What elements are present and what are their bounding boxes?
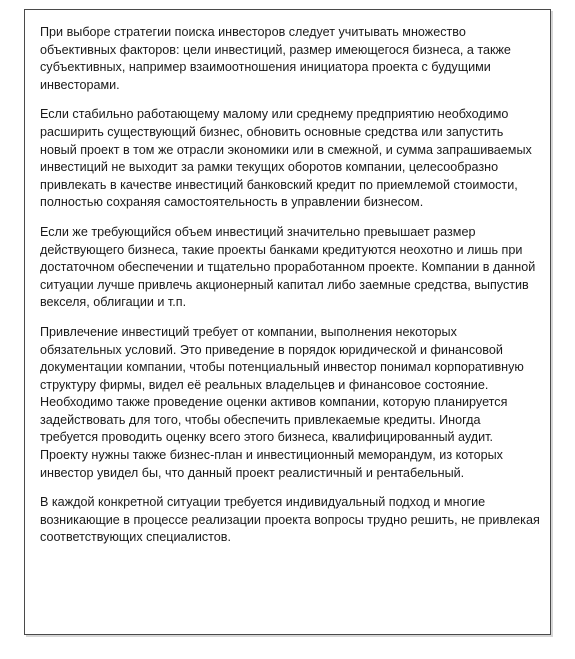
- paragraph-individual-approach: В каждой конкретной ситуации требуется индивидуальный подход и многие возникающие в процессе реализации проекта вопросы трудно решить, не привлекая соответствующих специалистов.: [40, 495, 540, 545]
- document-frame: [24, 9, 551, 635]
- document-body: [40, 24, 540, 559]
- paragraph-bank-credit: Если стабильно работающему малому или среднему предприятию необходимо расширить существующий бизнес, обновить основные средства или запустить новый проект в том же отрасли экономики или в смежной, и сумма запрашиваемых инвестиций не выходит за рамки текущих оборотов компании, целесообразно привлекать в качестве инвестиций банковский кредит по приемлемой стоимости, полностью сохраняя самостоятельность в управлении бизнесом.: [40, 107, 532, 210]
- paragraph-investment-requirements: Привлечение инвестиций требует от компании, выполнения некоторых обязательных условий. Это приведение в порядок юридической и финансовой документации компании, чтобы потенциальный инвестор понимал корпоративную структуру фирмы, видел её реальных владельцев и финансовое состояние. Необходимо также проведение оценки активов компании, которую планируется задействовать для того, чтобы обеспечить привлекаемые кредиты. Иногда требуется проводить оценку всего этого бизнеса, квалифицированный аудит. Проекту нужны также бизнес-план и инвестиционный меморандум, из которых инвестор увидел бы, что данный проект реалистичный и рентабельный.: [40, 324, 524, 480]
- paragraph-equity-capital: Если же требующийся объем инвестиций значительно превышает размер действующего бизнеса, такие проекты банками кредитуются неохотно и лишь при достаточном обеспечении и тщательно проработанном проекте. Компании в данной ситуации лучше привлечь акционерный капитал либо заемные средства, выпустив векселя, облигации и т.п.: [40, 224, 536, 310]
- paragraph-investor-strategy: При выборе стратегии поиска инвесторов следует учитывать множество объективных факторов: цели инвестиций, размер имеющегося бизнеса, а также субъективных, например взаимоотношения инициатора проекта с будущими инвесторами.: [40, 25, 511, 92]
